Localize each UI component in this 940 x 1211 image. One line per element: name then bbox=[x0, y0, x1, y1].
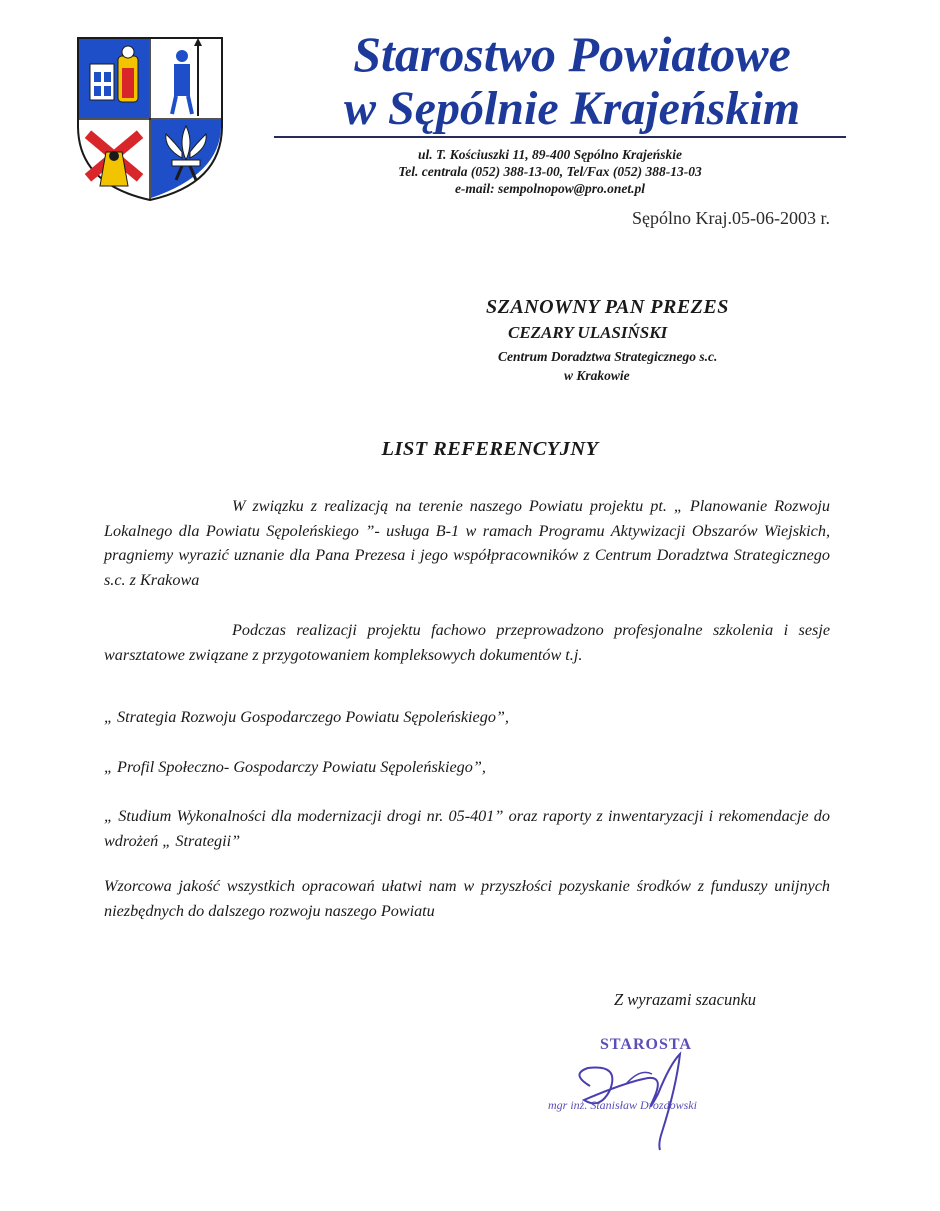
addressee-company: Centrum Doradztwa Strategicznego s.c. bbox=[498, 349, 718, 364]
contact-block bbox=[300, 146, 800, 197]
letter-title-text: LIST REFERENCYJNY bbox=[381, 438, 599, 460]
letter-date: Sępólno Kraj.05-06-2003 r. bbox=[632, 208, 830, 228]
stamp-name: mgr inż. Stanisław Drozdowski bbox=[548, 1098, 697, 1112]
addressee-city: w Krakowie bbox=[564, 368, 630, 383]
phone-line: Tel. centrala (052) 388-13-00, Tel/Fax (052) 388-13-03 bbox=[398, 164, 702, 179]
office-title bbox=[262, 26, 882, 136]
document-item-3: „ Studium Wykonalności dla modernizacji drogi nr. 05-401” oraz raporty z inwentaryzacji i rekomendacje do wdrożeń „ Strategii” bbox=[104, 807, 830, 850]
body-paragraph-3: Wzorcowa jakość wszystkich opracowań ułatwi nam w przyszłości pozyskanie środków z funduszy unijnych niezbędnych do dalszego rozwoju naszego Powiatu bbox=[104, 877, 830, 920]
addressee-name: CEZARY ULASIŃSKI bbox=[508, 323, 668, 342]
letter-title bbox=[0, 438, 940, 461]
email-line: e-mail: sempolnopow@pro.onet.pl bbox=[454, 181, 646, 196]
body-paragraph-2: Podczas realizacji projektu fachowo przeprowadzono profesjonalne szkolenia i sesje warsztatowe związane z przygotowaniem kompleksowych dokumentów t.j. bbox=[104, 621, 830, 664]
body-paragraph-1: W związku z realizacją na terenie naszego Powiatu projektu pt. „ Planowanie Rozwoju Lokalnego dla Powiatu Sępoleńskiego ”- usługa B-1 w ramach Programu Aktywizacji Obszarów Wiejskich, pragniemy wyrazić uznanie dla Pana Prezesa i jego współpracowników z Centrum Doradztwa Strategicznego s.c. z Krakowa bbox=[104, 497, 830, 589]
header-divider bbox=[274, 136, 846, 138]
document-item-1: „ Strategia Rozwoju Gospodarczego Powiatu Sępoleńskiego”, bbox=[104, 708, 509, 726]
closing-regards: Z wyrazami szacunku bbox=[613, 990, 757, 1009]
stamp-title: STAROSTA bbox=[600, 1036, 692, 1053]
addressee-salutation: SZANOWNY PAN PREZES bbox=[486, 296, 729, 318]
office-title-line1: Starostwo Powiatowe bbox=[353, 26, 791, 82]
address-line: ul. T. Kościuszki 11, 89-400 Sępólno Krajeńskie bbox=[418, 147, 682, 162]
document-item-2: „ Profil Społeczno- Gospodarczy Powiatu Sępoleńskiego”, bbox=[104, 758, 486, 776]
office-title-line2: w Sępólnie Krajeńskim bbox=[343, 82, 801, 135]
coat-of-arms-icon bbox=[74, 34, 226, 204]
addressee-block bbox=[460, 296, 860, 384]
